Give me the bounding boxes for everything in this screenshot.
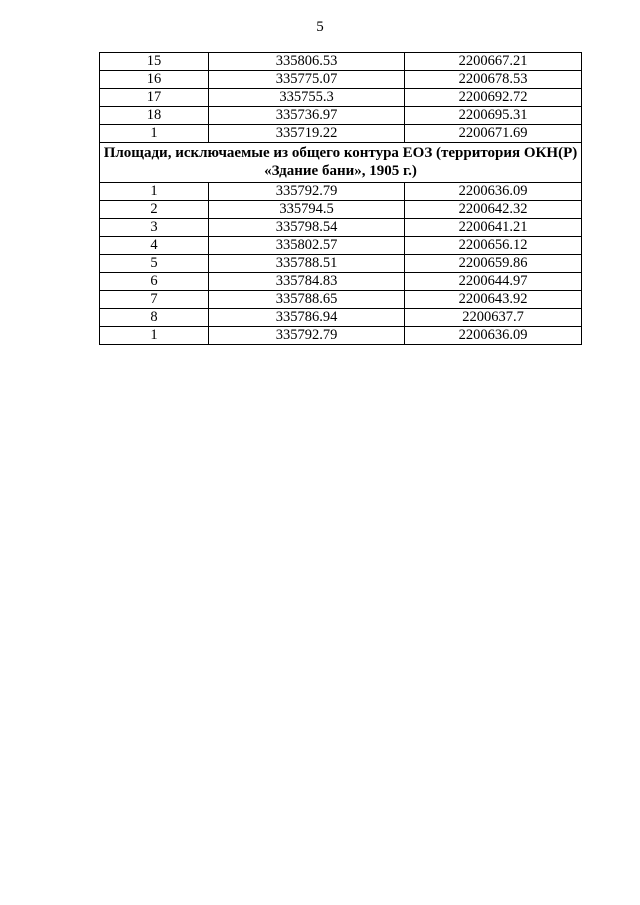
table-row	[100, 107, 582, 125]
table-row	[100, 125, 582, 143]
x-coordinate-cell: 335788.65	[209, 291, 405, 309]
y-coordinate-cell: 2200659.86	[405, 255, 582, 273]
point-number-cell: 3	[100, 219, 209, 237]
point-number-cell: 4	[100, 237, 209, 255]
point-number-cell: 6	[100, 273, 209, 291]
page-number: 5	[316, 19, 324, 35]
x-coordinate-cell: 335802.57	[209, 237, 405, 255]
y-coordinate-cell: 2200695.31	[405, 107, 582, 125]
point-number-cell: 7	[100, 291, 209, 309]
point-number-cell: 17	[100, 89, 209, 107]
point-number-cell: 16	[100, 71, 209, 89]
y-coordinate-cell: 2200644.97	[405, 273, 582, 291]
point-number-cell: 1	[100, 125, 209, 143]
y-coordinate-cell: 2200641.21	[405, 219, 582, 237]
y-coordinate-cell: 2200692.72	[405, 89, 582, 107]
table-row	[100, 237, 582, 255]
section-header-line-2: «Здание бани», 1905 г.)	[264, 163, 417, 179]
section-header-row	[100, 143, 582, 183]
x-coordinate-cell: 335788.51	[209, 255, 405, 273]
point-number-cell: 8	[100, 309, 209, 327]
y-coordinate-cell: 2200667.21	[405, 53, 582, 71]
table-row	[100, 71, 582, 89]
y-coordinate-cell: 2200642.32	[405, 201, 582, 219]
y-coordinate-cell: 2200637.7	[405, 309, 582, 327]
x-coordinate-cell: 335798.54	[209, 219, 405, 237]
x-coordinate-cell: 335784.83	[209, 273, 405, 291]
y-coordinate-cell: 2200636.09	[405, 327, 582, 345]
y-coordinate-cell: 2200671.69	[405, 125, 582, 143]
point-number-cell: 2	[100, 201, 209, 219]
point-number-cell: 1	[100, 327, 209, 345]
table-row	[100, 255, 582, 273]
x-coordinate-cell: 335719.22	[209, 125, 405, 143]
table-row	[100, 201, 582, 219]
x-coordinate-cell: 335755.3	[209, 89, 405, 107]
y-coordinate-cell: 2200656.12	[405, 237, 582, 255]
x-coordinate-cell: 335792.79	[209, 327, 405, 345]
table-row	[100, 53, 582, 71]
x-coordinate-cell: 335806.53	[209, 53, 405, 71]
point-number-cell: 5	[100, 255, 209, 273]
x-coordinate-cell: 335775.07	[209, 71, 405, 89]
table-row	[100, 309, 582, 327]
x-coordinate-cell: 335794.5	[209, 201, 405, 219]
y-coordinate-cell: 2200643.92	[405, 291, 582, 309]
table-row	[100, 273, 582, 291]
table-row	[100, 291, 582, 309]
point-number-cell: 1	[100, 183, 209, 201]
table-row	[100, 89, 582, 107]
y-coordinate-cell: 2200678.53	[405, 71, 582, 89]
section-header-line-1: Площади, исключаемые из общего контура ЕОЗ (территория ОКН(Р)	[103, 145, 578, 161]
table-row	[100, 183, 582, 201]
x-coordinate-cell: 335736.97	[209, 107, 405, 125]
x-coordinate-cell: 335792.79	[209, 183, 405, 201]
table-row	[100, 219, 582, 237]
point-number-cell: 18	[100, 107, 209, 125]
point-number-cell: 15	[100, 53, 209, 71]
y-coordinate-cell: 2200636.09	[405, 183, 582, 201]
coordinates-table	[99, 52, 582, 345]
x-coordinate-cell: 335786.94	[209, 309, 405, 327]
section-header	[100, 143, 582, 183]
table-row	[100, 327, 582, 345]
